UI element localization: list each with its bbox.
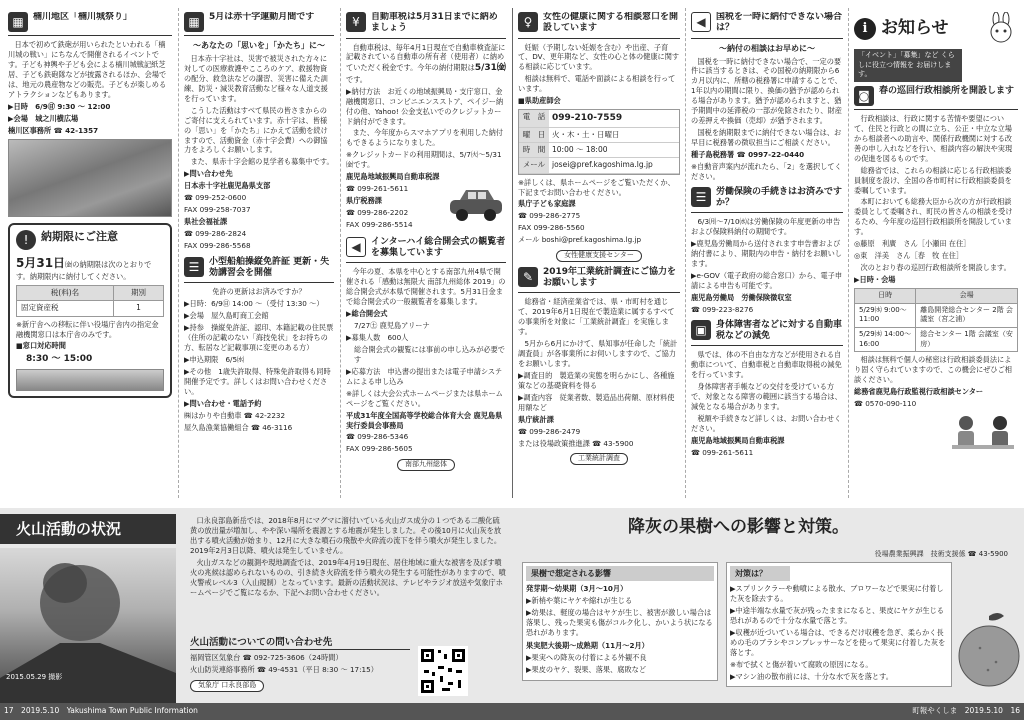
items-to-bring: ▶持参 操縦免許証、認印、本籍記載の住民票（住所の記載のない「海技免状」をお持ちの方、転居など記載事項に変更のある方） xyxy=(184,323,334,353)
office-name: ■県助産師会 xyxy=(518,96,561,106)
article-body: です。 xyxy=(346,74,367,84)
countermeasure-item: ▶スプリンクラーや動噴による散水、ブロワーなどで果実に付着した灰を除去する。 xyxy=(730,584,944,603)
article-title: 5月は赤十字運動月間です xyxy=(209,12,315,22)
article-title: 楠川地区「楠川城祭り」 xyxy=(33,12,133,22)
article-header xyxy=(854,86,1018,110)
notice-hours-label: ■窓口対応時間 xyxy=(16,341,66,351)
calendar-icon: ▦ xyxy=(8,12,28,32)
article-header xyxy=(691,320,843,347)
column-divider xyxy=(178,8,179,498)
article-subtitle: ～納付の相談はお早めに～ xyxy=(719,43,815,53)
inquiry-label: ▶問い合わせ・電話予約 xyxy=(184,398,262,408)
tax-table xyxy=(16,285,164,317)
column-3 xyxy=(346,12,506,502)
article-body: 日本で初めて鉄砲が用いられたといわれる「楠川城の戦い」にちなんで開催されるイベントです。子ども神輿や子ども会による楠川城戦記紙芝居、子ども鉄砲隊などが披露されるほか、会場では、地元の農産物などの販売。子どもが楽しめるアトラクションなどもあります。 xyxy=(8,40,167,99)
table-value: josei@pref.kagoshima.lg.jp xyxy=(549,158,679,173)
table-header: 税(料)名 xyxy=(17,285,114,300)
survey-items: ▶調査内容 従業者数、製造品出荷額、原材料使用額など xyxy=(518,392,675,412)
table-key: 時 間 xyxy=(519,143,549,158)
inquiry-org: 総務省鹿児島行政監視行政相談センター xyxy=(854,387,984,397)
inquiry-contact: 屋久島漁業協働組合 ☎ 46-3116 xyxy=(184,422,293,432)
notice-deadline: 5月31日 xyxy=(16,256,66,271)
article-body: 妊娠（予期しない妊娠を含む）や出産、子育て、DV、更年期など、女性の心と体の健康に関する相談に応じています。 xyxy=(518,42,680,72)
countermeasure-item: ▶マシン油の散布前には、十分な水で灰を落とす。 xyxy=(730,671,893,681)
committee-member: ◎東 洋美 さん［春 牧 在住］ xyxy=(854,251,964,261)
ash-section xyxy=(518,508,1024,703)
payment-methods: ▶納付方法 お近くの地域振興局・支庁窓口、金融機関窓口、コンビニエンスストア、ペイジー納付の他、Yahoo! 公金支払いでのクレジットカード納付ができます。 xyxy=(346,86,504,126)
event-date: ▶日時：6/9㊐ 14:00 ～（受付 13:30 ～） xyxy=(184,299,324,309)
table-value: 火・木・土・日曜日 xyxy=(549,128,679,143)
article-title: 2019年工業統計調査にご協力をお願いします xyxy=(543,266,677,289)
contact-line: 福岡管区気象台 ☎ 092-725-3606（24時間） xyxy=(190,653,343,663)
rabbit-mascot-icon xyxy=(984,12,1018,46)
article-header xyxy=(518,12,680,39)
countermeasure-box xyxy=(726,562,952,687)
article-title: 自動車税は5月31日までに納めましょう xyxy=(371,12,498,34)
inquiry-org: 鹿児島地域振興局自動車税課 xyxy=(346,172,440,182)
inquiry-tel: ☎ 099-286-2824 xyxy=(184,229,247,239)
impact-item: ▶果実への降灰の付着による外観不良 xyxy=(526,652,647,662)
article-body: 税額や手続きなど詳しくは、お問い合わせください。 xyxy=(691,413,842,433)
bottom-band xyxy=(0,508,1024,720)
survey-purpose: ▶調査目的 製造業の実態を明らかにし、各種施策などの基礎資料を得る xyxy=(518,370,675,390)
more-info: ※詳しくは、県ホームページをご覧いただくか、下記までお問い合わせください。 xyxy=(518,177,675,197)
article-title: インターハイ総合開会式の観覧者を募集しています xyxy=(371,236,506,259)
event-capacity: ▶募集人数 600人 xyxy=(346,333,409,343)
inquiry-tel: ☎ 099-223-8276 xyxy=(691,304,754,314)
table-header: 日時 xyxy=(855,288,916,303)
box-label: 対策は？ xyxy=(730,566,790,581)
qr-code xyxy=(418,646,468,696)
table-key: メール xyxy=(519,158,549,173)
impact-item: ▶幼果は、軽度の場合はヤケが生じ、被害が激しい場合は落果し、残った果実も傷がコルク化し、かいよう状になる恐れがあります。 xyxy=(526,607,713,637)
article-body: 本町においても総務大臣から次の方が行政相談委員として委嘱され、町民の皆さんの相談を受けるため、今年度の巡回行政相談所を開設しています。 xyxy=(854,197,1013,237)
consultation-illustration xyxy=(948,411,1018,455)
inquiry-tel: ☎ 099-286-2775 xyxy=(518,211,581,221)
notice-header xyxy=(16,230,164,253)
inquiry-org: 県社会福祉課 xyxy=(184,217,228,227)
table-cell: 5/29㈬ 14:00～16:00 xyxy=(855,327,916,351)
article-note: 相談は無料で個人の秘密は行政相談委員法により固く守られていますので、この機会にぜひご相談ください。 xyxy=(854,355,1012,385)
car-illustration xyxy=(446,186,506,224)
pencil-icon: ✎ xyxy=(518,267,538,287)
inquiry-tel: ☎ 099-286-5346 xyxy=(346,432,409,442)
inquiry-tel: ☎ 099-261-5611 xyxy=(691,447,754,457)
article-body: また、県赤十字会館の見学者も募集中です。 xyxy=(190,157,334,167)
event-venue: ▶会場 屋久島町商工会館 xyxy=(184,311,269,321)
period-title: 果実肥大後期～成熟期（11月～2月） xyxy=(526,640,649,650)
search-tag[interactable]: 女性健康支援センター xyxy=(556,250,642,262)
inquiry-contact: ㈱はかりや自動車 ☎ 42-2232 xyxy=(184,410,286,420)
inquiry-org: 県庁税務課 xyxy=(346,196,382,206)
more-info: ※詳しくは大会公式ホームページまたは県ホームページをご覧ください。 xyxy=(346,388,503,408)
article-body: 総務省では、これらの相談に応じる行政相談委員制度を設け、全国の各市町村に行政相談委員を委嘱しています。 xyxy=(854,165,1012,195)
footer-right: 町報やくしま 2019.5.10 16 xyxy=(912,706,1020,716)
inquiry-fax: FAX 099-286-5560 xyxy=(518,223,585,233)
document-icon: ☰ xyxy=(691,187,711,207)
megaphone-icon: ◀ xyxy=(691,12,711,32)
contact-title: 火山活動についての問い合わせ先 xyxy=(190,636,410,650)
inquiry-tel: ☎ 099-261-5611 xyxy=(346,184,409,194)
schedule-label: ▶日時・会場 xyxy=(854,275,896,285)
citrus-fruit-illustration xyxy=(954,608,1024,698)
column-divider xyxy=(340,8,341,498)
article-body: 6/3㈪～7/10㈬は労働保険の年度更新の申告および保険料納付の期間です。 xyxy=(691,217,841,237)
article-header xyxy=(518,267,680,294)
calendar-icon: ▦ xyxy=(184,12,204,32)
footer-left: 17 2019.5.10 Yakushima Town Public Information xyxy=(4,706,198,716)
article-body: 今年の夏、本県を中心とする南部九州4県で開催される「感動は無限大 南部九州総体 2019」の総合開会式が本県で開催されます。5月31日金まで総合開会式の一般観覧者を募集します。 xyxy=(346,267,506,307)
committee-member: ◎藤原 利廣 さん［小瀬田 在住］ xyxy=(854,239,971,249)
inquiry-org: 平成31年度全国高等学校総合体育大会 鹿児島県実行委員会事務局 xyxy=(346,410,503,430)
contact-line: 火山防災連絡事務所 ☎ 49-4531（平日 8:30 ～ 17:15） xyxy=(190,665,378,675)
countermeasure-item: ▶中途半端な水量で灰が残ったままになると、果皮にヤケが生じる恐れがあるので十分な水量で落とす。 xyxy=(730,605,944,625)
table-cell: 固定資産税 xyxy=(17,301,114,316)
inquiry-tel: ☎ 0570-090-110 xyxy=(854,399,917,408)
article-body: 国税を一時に納付できない場合で、一定の要件に該当するときは、その国税の納期限から6カ月以内に、所轄の税務署に申請することで、1年以内の期間に限り、換価の猶予が認められる場合があります。猶予が認められますと、猶予期間中の延滞税の一部が免除されたり、財産の差押えや換価（売却）が猶予されます。 xyxy=(691,56,842,126)
column-5 xyxy=(691,12,843,502)
notice-title: 納期限にご注意 xyxy=(41,230,118,244)
column-divider xyxy=(848,8,849,498)
impact-item: ▶果皮のヤケ、裂果、落果、腐敗など xyxy=(526,664,647,674)
period-title: 発芽期～幼果期（3月～10月） xyxy=(526,584,628,594)
countermeasure-item: ※布で拭くと傷が着いて腐敗の原因になる。 xyxy=(730,659,873,669)
column-6 xyxy=(854,12,1018,502)
table-cell: 総合センター 1階 会議室（安房） xyxy=(916,327,1018,351)
article-body: また、今年度からスマホアプリを利用した納付もできるようになりました。 xyxy=(346,128,503,148)
article-title: 身体障害者などに対する自動車税などの減免 xyxy=(716,319,843,341)
inquiry-org: 県庁子ども家庭課 xyxy=(518,199,576,209)
column-2 xyxy=(184,12,334,502)
ash-contact: 役場農業振興課 技術支援係 ☎ 43-5900 xyxy=(874,550,1008,558)
inquiry-org: 日本赤十字社鹿児島県支部 xyxy=(184,181,271,191)
article-body: 相談は無料で、電話や面談による相談を行っています。 xyxy=(518,74,676,94)
article-title: 小型船舶操縦免許証 更新・失効講習会を開催 xyxy=(209,256,330,279)
contact-tel: ☎ 42-1357 xyxy=(53,125,99,135)
inquiry-fax: FAX 099-258-7037 xyxy=(184,205,251,215)
document-icon: ☰ xyxy=(184,257,204,277)
notice-box xyxy=(8,223,172,397)
event-venue: ▶会場 城之川横広場 xyxy=(8,113,79,123)
inquiry-tel: ☎ 099-252-0600 xyxy=(184,193,247,203)
inquiry-org: 種子島税務署 xyxy=(691,149,735,159)
table-header: 期別 xyxy=(113,285,163,300)
article-body: こうした活動はすべて県民の皆さまからのご寄付に支えられています。赤十字は、皆様の「思い」を「かたち」にかえて活動を続けますので、活動資金（赤十字会費）への御協力をよろしくお願いします。 xyxy=(184,105,328,155)
search-tag[interactable]: 工業統計調査 xyxy=(570,453,628,465)
search-tag[interactable]: 気象庁 口永良部島 xyxy=(190,680,264,692)
article-title: 春の巡回行政相談所を開設します xyxy=(879,85,1015,96)
notice-hours: 8:30 ～ 15:00 xyxy=(26,354,93,365)
chat-icon: ◙ xyxy=(854,86,874,106)
inquiry-org: 鹿児島地域振興局自動車税課 xyxy=(691,435,785,445)
table-cell: 5/29㈬ 9:00～11:00 xyxy=(855,303,916,327)
box-label: 果樹で想定される影響 xyxy=(526,566,714,581)
table-value: 099-210-7559 xyxy=(549,110,679,127)
article-body: 身体障害者手帳などの交付を受けている方で、対象となる障害の範囲に該当する場合は、減免となる場合があります。 xyxy=(691,382,842,411)
other-info: ▶その他 1歳失許取得、特殊免許取得も同時開催予定です。詳しくはお問い合わせください。 xyxy=(184,366,331,396)
article-header xyxy=(8,12,172,36)
ash-title: 降灰の果樹への影響と対策。 xyxy=(628,517,849,537)
inquiry-fax: FAX 099-286-5514 xyxy=(346,219,413,229)
section-header xyxy=(854,12,1018,46)
application-method: ▶応募方法 申込書の提出または電子申請システムによる申し込み xyxy=(346,366,503,386)
inquiry-tel: ☎ 099-286-2479 xyxy=(518,426,581,436)
table-key: 電 話 xyxy=(519,110,549,127)
column-1 xyxy=(8,12,172,502)
inquiry-note: ※自動音声案内が流れたら、「2」を選択してください。 xyxy=(691,161,842,181)
contact-label: 楠川区事務所 xyxy=(8,125,52,135)
article-body: 県では、体の不自由な方などが使用される自動車について、自動車税と自動車取得税の減免を行っています。 xyxy=(691,350,842,380)
notice-deadline-dow: ㈮ xyxy=(65,260,73,270)
exclamation-icon: ! xyxy=(16,230,36,250)
volcano-text xyxy=(190,516,506,600)
article-body: 5月から6月にかけて、県知事が任命した「統計調査員」が各事業所にお伺いしますので、ご協力をお願いします。 xyxy=(518,339,678,368)
article-header xyxy=(691,12,843,39)
megaphone-icon: ◀ xyxy=(346,237,366,257)
volcano-title: 火山活動の状況 xyxy=(0,514,176,544)
table-header: 会場 xyxy=(916,288,1018,303)
page-gutter xyxy=(512,8,513,498)
inquiry-mail: メール boshi@pref.kagoshima.lg.jp xyxy=(518,235,642,245)
inquiry-fax: FAX 099-286-5605 xyxy=(346,444,413,454)
article-header xyxy=(346,12,506,39)
building-photo xyxy=(16,369,164,391)
impact-box xyxy=(522,562,718,681)
inquiry-tel: ☎ 099-286-2202 xyxy=(346,208,409,218)
search-tag[interactable]: 南部九州総体 xyxy=(397,459,455,471)
table-cell: 離島開発総合センター 2階 会議室（宮之浦） xyxy=(916,303,1018,327)
section-tagline: 「イベント」「募集」など くらしに役立つ情報を お届けします。 xyxy=(854,49,962,82)
person-icon: ♀ xyxy=(518,12,538,32)
event-label: ▶総合開会式 xyxy=(346,309,388,319)
table-value: 10:00 ～ 18:00 xyxy=(549,143,679,158)
event-date: ▶日時 6/9㊐ 9:30 ～ 12:00 xyxy=(8,101,111,111)
inquiry-fax: FAX 099-286-5568 xyxy=(184,240,251,250)
article-header xyxy=(184,12,334,36)
impact-item: ▶新梢や葉にヤケや縮れが生じる xyxy=(526,595,633,605)
article-body: 行政相談は、行政に関する苦情や要望について、住民と行政との間に立ち、公正・中立な立場から相談者への助言や、関係行政機関に対する改善の申し入れなどを行い、相談内容の解決や実現の促進を図るものです。 xyxy=(854,113,1013,163)
notice-note: ※新庁舎への移転に伴い役場庁舎内の指定金融機関窓口は本庁舎のみです。 xyxy=(16,319,159,339)
article-intro: 免許の更新はお済みですか？ xyxy=(212,287,306,297)
article-header xyxy=(346,237,506,264)
table-key: 曜 日 xyxy=(519,128,549,143)
article-body: ▶鹿児島労働局から送付されます申告書および納付書により、期限内の申告・納付をお願いします。 xyxy=(691,239,842,269)
article-body: 国税を納期限までに納付できない場合は、お早目に税務署の徴収担当にご相談ください。 xyxy=(691,128,842,148)
photo-caption: 2015.05.29 撮影 xyxy=(6,673,63,682)
volcano-contact xyxy=(190,636,410,692)
article-title: 女性の健康に関する相談窓口を開設しています xyxy=(543,12,679,34)
inquiry-alt: または役場政策推進課 ☎ 43-5900 xyxy=(518,438,634,448)
festival-photo xyxy=(8,139,172,217)
article-subtitle: ～あなたの「思いを」「かたち」に～ xyxy=(193,41,325,50)
article-body: 火山ガスなどの観測や現地調査では、2019年4月19日現在、居住地域に重大な被害を及ぼす噴火の兆候は認められないものの、引き続き火砕流を伴う噴火の発生する可能性がありますので、噴火警戒レベル3（入山規制）となっています。最新の活動状況は、テレビやラジオ放送や気象庁ホームページでご覧になるか、下記へお問い合わせください。 xyxy=(190,557,506,597)
event-date: 7/27㊏ 鹿児島アリーナ xyxy=(354,321,430,331)
info-icon: i xyxy=(854,18,876,40)
money-icon: ¥ xyxy=(346,12,366,32)
event-note: 総合開会式の観覧には事前の申し込みが必要です xyxy=(354,344,505,364)
article-body: 口永良部島新岳では、2018年8月にマグマに溜付いている火山ガス成分の１つである二酸化硫黄の放出量が増加し、やや深い場所を震源とする地震が発生しました。その後10月に火山灰を放出する噴火活動が始まり、12月に大きな噴石の飛散や火砕流の流下を伴う噴火が発生しました。2019年2月3日以降、噴火は発生していません。 xyxy=(190,516,502,555)
application-deadline: ▶申込期限 6/5㈬ xyxy=(184,355,245,365)
column-4 xyxy=(518,12,680,502)
article-title: 国税を一時に納付できない場合は？ xyxy=(716,12,843,34)
card-note: ※クレジットカードの利用期間は、5/7㈫～5/31㈮です。 xyxy=(346,150,502,170)
article-body: 日本赤十字社は、災害で被災された方々に対しての医療救護やこころのケア、救援物資の配分、救急法などの講習、災害に備えた訓練、防災・減災教育活動など様々な人道支援を行っています。 xyxy=(184,54,328,103)
page-footer xyxy=(0,703,1024,720)
volcano-photo xyxy=(0,548,176,703)
countermeasure-item: ▶収穫が近づいている場合は、できるだけ収穫を急ぎ、柔らかく長めの毛のブラシやコンプレッサーなどを使って果実に付着した灰を落とす。 xyxy=(730,627,946,657)
article-body: 次のとおり春の巡回行政相談所を開設します。 xyxy=(860,263,1011,273)
article-body: 自動車税は、毎年4月1日現在で自動車検査証に記載されている自動車の所有者（使用者）に納めていただく税金です。今年の納付期限は xyxy=(346,42,506,73)
article-title: 労働保険の手続きはお済みですか？ xyxy=(716,186,843,209)
tax-due-date: 5/31㈮ xyxy=(474,63,506,74)
notice-text: の納期限は次のとおりです。納期限内に納付してください。 xyxy=(16,260,152,281)
inquiry-org: 県庁統計課 xyxy=(518,414,554,424)
volcano-section xyxy=(0,508,512,703)
table-row xyxy=(855,303,1018,327)
section-title: お知らせ xyxy=(881,18,949,39)
schedule-table xyxy=(854,288,1018,352)
table-cell: 1 xyxy=(113,301,163,316)
inquiry-label: ▶問い合わせ先 xyxy=(184,169,233,179)
inquiry-tel: ☎ 0997-22-0440 xyxy=(736,149,805,159)
contact-table xyxy=(518,109,680,174)
table-row xyxy=(855,327,1018,351)
column-divider xyxy=(685,8,686,498)
article-body: ▶e-GOV（電子政府の総合窓口）から、電子申請による申告も可能です。 xyxy=(691,270,843,290)
article-header xyxy=(691,187,843,214)
article-header xyxy=(184,257,334,284)
inquiry-org: 鹿児島労働局 労働保険徴収室 xyxy=(691,292,792,302)
car-icon: ▣ xyxy=(691,320,711,340)
article-body: 総務省・経済産業省では、県・市町村を通じて、2019年6月1日現在で製造業に属するすべての事業所を対象に「工業統計調査」を実施します。 xyxy=(518,297,675,337)
